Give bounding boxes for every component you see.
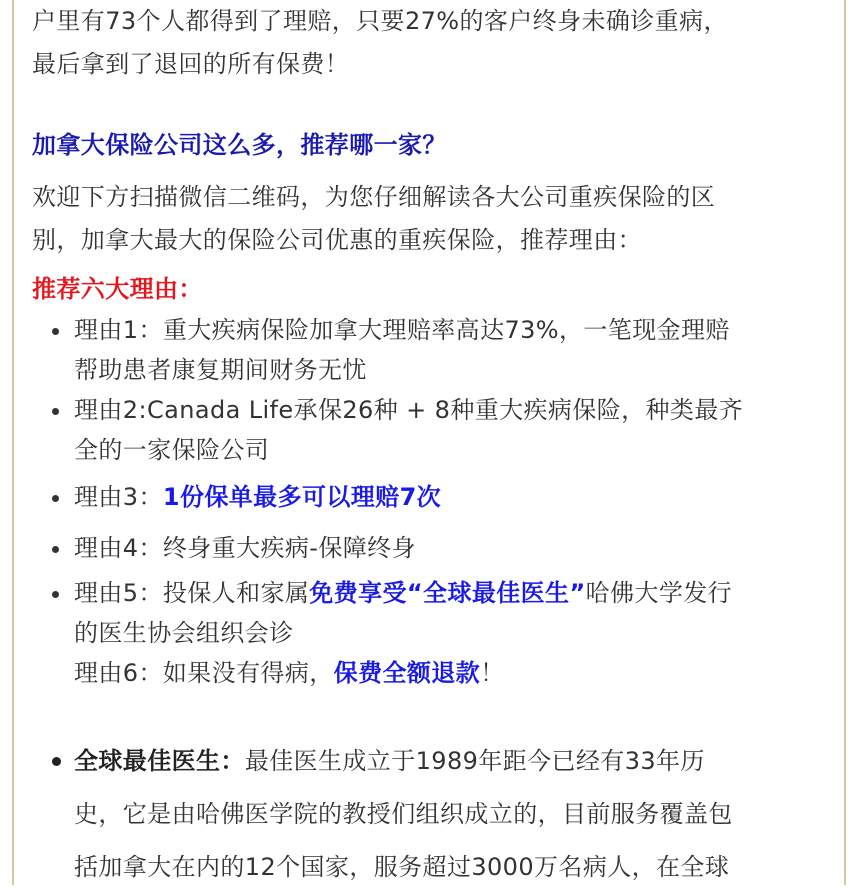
reason-3-line <box>74 476 832 519</box>
reason-5-highlight: 免费享受“全球最佳医生” <box>309 579 586 607</box>
best-doctors-line-2: 史，它是由哈佛医学院的教授们组织成立的，目前服务覆盖包 <box>74 800 733 828</box>
reason-5-line-1 <box>74 572 832 615</box>
best-doctors-line-1 <box>74 735 832 788</box>
question-body <box>32 176 832 262</box>
reason-5-prefix: 理由5：投保人和家属 <box>74 579 310 607</box>
reason-1 <box>32 309 832 392</box>
best-doctors-label: 全球最佳医生： <box>74 747 245 775</box>
question-heading: 加拿大保险公司这么多，推荐哪一家？ <box>32 131 447 159</box>
question-body-line-2: 别，加拿大最大的保险公司优惠的重疾保险，推荐理由： <box>32 226 642 254</box>
reason-4-line: 理由4：终身重大疾病-保障终身 <box>74 534 416 562</box>
reason-1-line-2: 帮助患者康复期间财务无忧 <box>74 356 367 384</box>
reason-6-suffix: ！ <box>480 659 505 687</box>
reason-3-highlight: 1份保单最多可以理赔7次 <box>162 483 442 511</box>
intro-paragraph <box>32 0 832 86</box>
reason-2-line-1: 理由2:Canada Life承保26种 + 8种重大疾病保险，种类最齐 <box>74 396 744 424</box>
reason-1-line-1: 理由1：重大疾病保险加拿大理赔率高达73%，一笔现金理赔 <box>74 316 730 344</box>
reason-5-suffix: 哈佛大学发行 <box>585 579 733 607</box>
best-doctors-item <box>32 735 832 894</box>
reason-5-line-2: 的医生协会组织会诊 <box>74 619 294 647</box>
reason-4 <box>32 527 832 570</box>
reason-6-highlight: 保费全额退款 <box>333 659 481 687</box>
question-body-line-1: 欢迎下方扫描微信二维码，为您仔细解读各大公司重疾保险的区 <box>32 183 716 211</box>
reason-6-prefix: 理由6：如果没有得病， <box>74 659 334 687</box>
reason-3 <box>32 476 832 519</box>
intro-line-1: 户里有73个人都得到了理赔，只要27%的客户终身未确诊重病， <box>32 7 728 35</box>
reason-2-line-2: 全的一家保险公司 <box>74 436 270 464</box>
reasons-heading-block <box>32 268 832 311</box>
page-border-left <box>12 0 14 885</box>
page-border-right <box>844 0 846 885</box>
question-heading-block <box>32 124 832 167</box>
reason-6-line <box>74 652 832 695</box>
intro-line-2: 最后拿到了退回的所有保费！ <box>32 50 350 78</box>
reason-2 <box>32 389 832 472</box>
best-doctors-line-1-text: 最佳医生成立于1989年距今已经有33年历 <box>244 747 705 775</box>
reason-3-prefix: 理由3： <box>74 483 163 511</box>
reasons-heading: 推荐六大理由： <box>32 275 203 303</box>
reason-5 <box>32 572 832 695</box>
best-doctors-line-3: 括加拿大在内的12个国家，服务超过3000万名病人，在全球 <box>74 853 730 881</box>
